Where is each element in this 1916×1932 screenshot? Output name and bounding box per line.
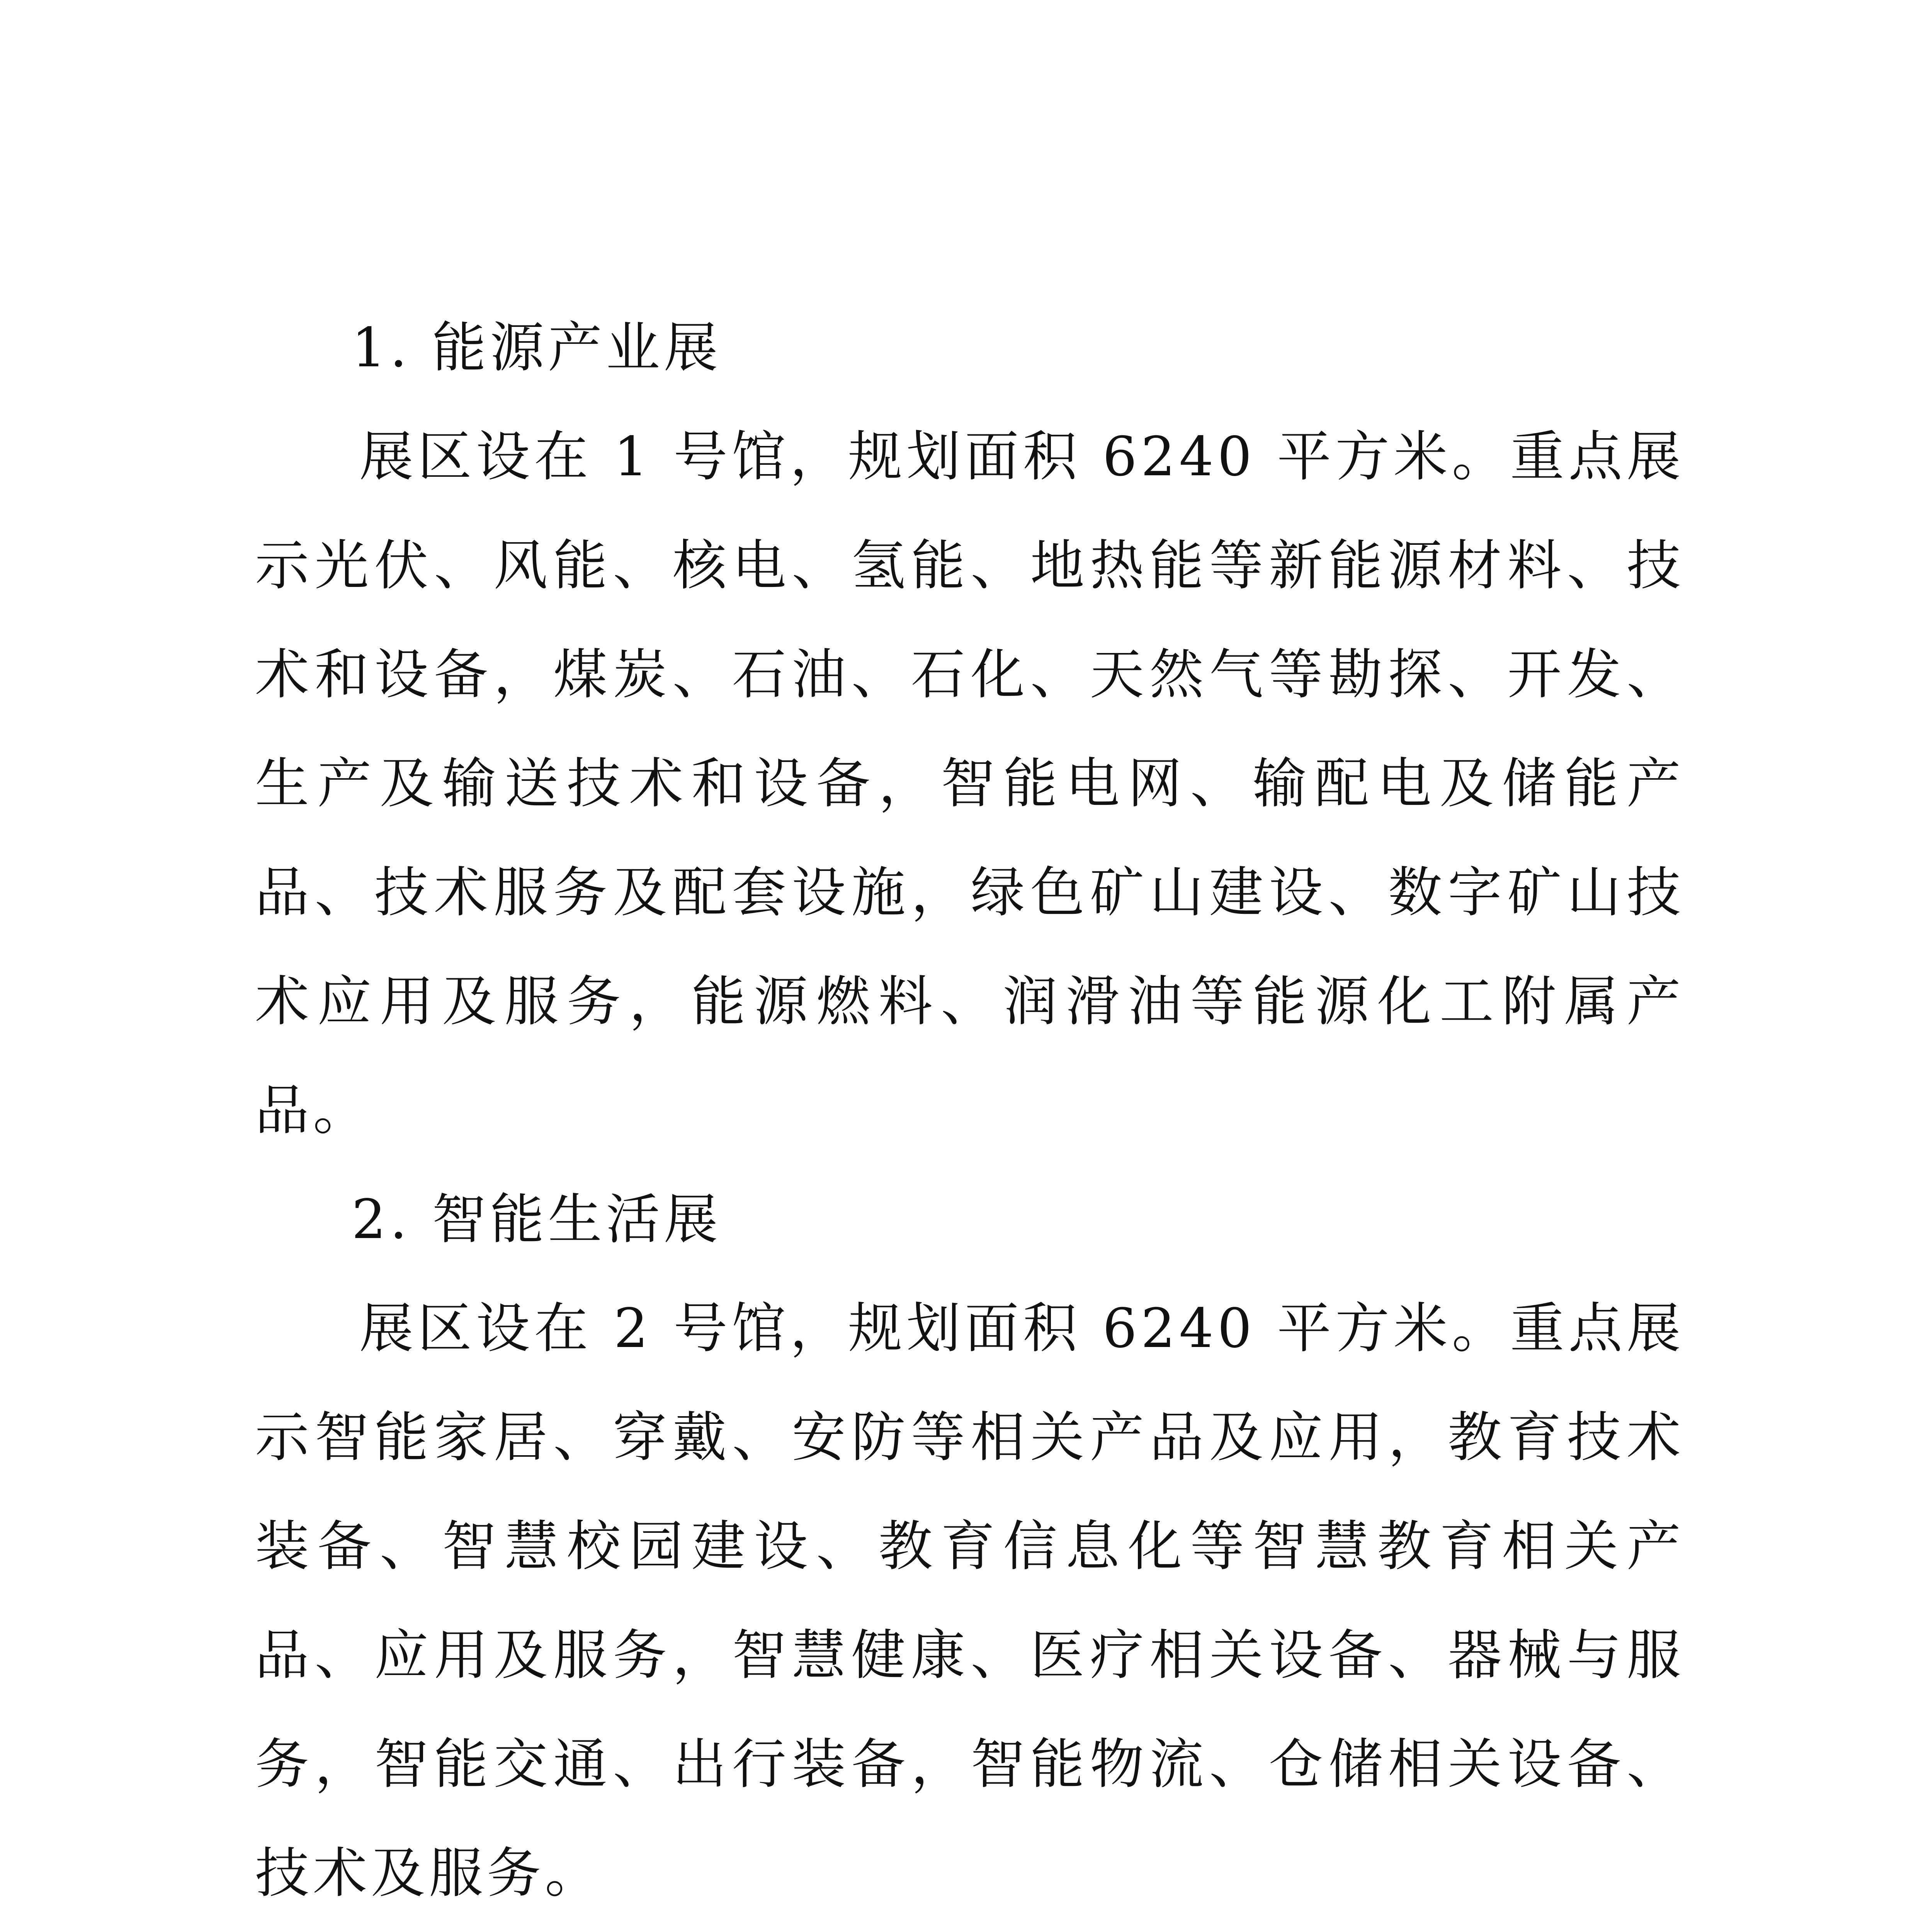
section-heading-culture-tourism [255,1928,1685,1932]
section-body-smart-living: 展区设在 2 号馆，规划面积 6240 平方米。重点展示智能家居、穿戴、安防等相关产品及应用，教育技术装备、智慧校园建设、教育信息化等智慧教育相关产品、应用及服务，智慧健康、医疗相关设备、器械与服务，智能交通、出行装备，智能物流、仓储相关设备、技术及服务。 [255,1297,1685,1905]
section-heading-smart-living: 2. 智能生活展 [352,1188,722,1251]
section-body-energy: 展区设在 1 号馆，规划面积 6240 平方米。重点展示光伏、风能、核电、氢能、地热能等新能源材料、技术和设备，煤炭、石油、石化、天然气等勘探、开发、生产及输送技术和设备，智能电网、输配电及储能产品、技术服务及配套设施，绿色矿山建设、数字矿山技术应用及服务，能源燃料、润滑油等能源化工附属产品。 [255,425,1685,1142]
section-heading-energy: 1. 能源产业展 [352,316,722,379]
document-body [255,294,1685,1932]
